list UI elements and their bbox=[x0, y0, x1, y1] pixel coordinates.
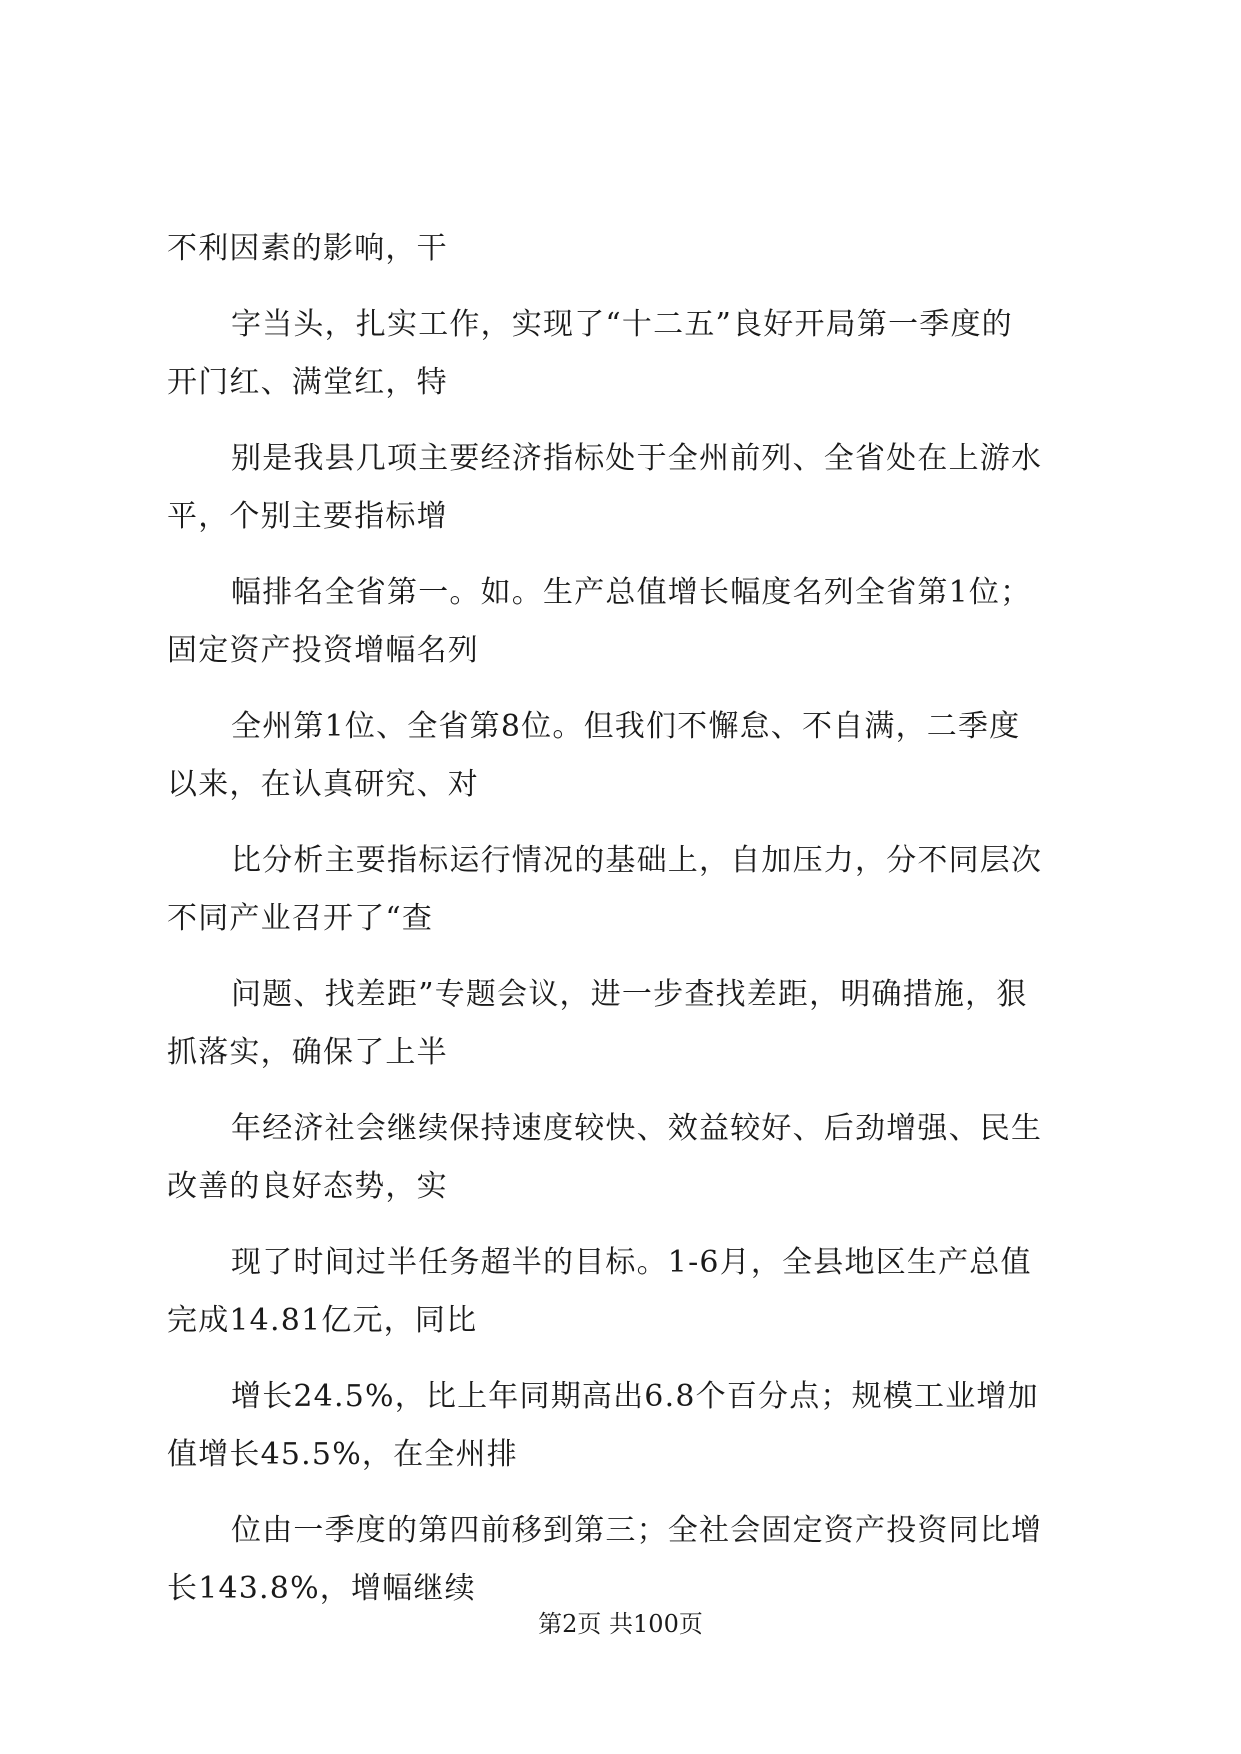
text-line: 全州第1位、全省第8位。但我们不懈怠、不自满，二季度 bbox=[231, 709, 1021, 744]
page-number-footer: 第2页 共100页 bbox=[538, 1610, 703, 1638]
text-line: 固定资产投资增幅名列 bbox=[167, 633, 479, 668]
text-line: 问题、找差距”专题会议，进一步查找差距，明确措施，狠 bbox=[231, 977, 1028, 1012]
text-line: 平，个别主要指标增 bbox=[167, 499, 448, 534]
text-line: 增长24.5%，比上年同期高出6.8个百分点；规模工业增加 bbox=[231, 1379, 1039, 1414]
text-line: 开门红、满堂红，特 bbox=[167, 365, 448, 400]
text-line: 幅排名全省第一。如。生产总值增长幅度名列全省第1位； bbox=[231, 575, 1032, 610]
text-line: 年经济社会继续保持速度较快、效益较好、后劲增强、民生 bbox=[231, 1111, 1043, 1146]
text-line: 改善的良好态势，实 bbox=[167, 1169, 448, 1204]
text-line: 现了时间过半任务超半的目标。1-6月，全县地区生产总值 bbox=[231, 1245, 1032, 1280]
text-line: 值增长45.5%，在全州排 bbox=[167, 1437, 518, 1472]
text-line: 以来，在认真研究、对 bbox=[167, 767, 479, 802]
text-line: 比分析主要指标运行情况的基础上，自加压力，分不同层次 bbox=[231, 843, 1043, 878]
text-line: 位由一季度的第四前移到第三；全社会固定资产投资同比增 bbox=[231, 1513, 1043, 1548]
text-line: 完成14.81亿元，同比 bbox=[167, 1303, 478, 1338]
text-line: 抓落实，确保了上半 bbox=[167, 1035, 448, 1070]
text-line: 不利因素的影响，干 bbox=[167, 231, 448, 266]
document-body bbox=[167, 232, 1087, 1606]
text-line: 字当头，扎实工作，实现了“十二五”良好开局第一季度的 bbox=[231, 307, 1013, 342]
text-line: 长143.8%，增幅继续 bbox=[167, 1571, 476, 1606]
text-line: 不同产业召开了“查 bbox=[167, 901, 434, 936]
text-line: 别是我县几项主要经济指标处于全州前列、全省处在上游水 bbox=[231, 441, 1043, 476]
